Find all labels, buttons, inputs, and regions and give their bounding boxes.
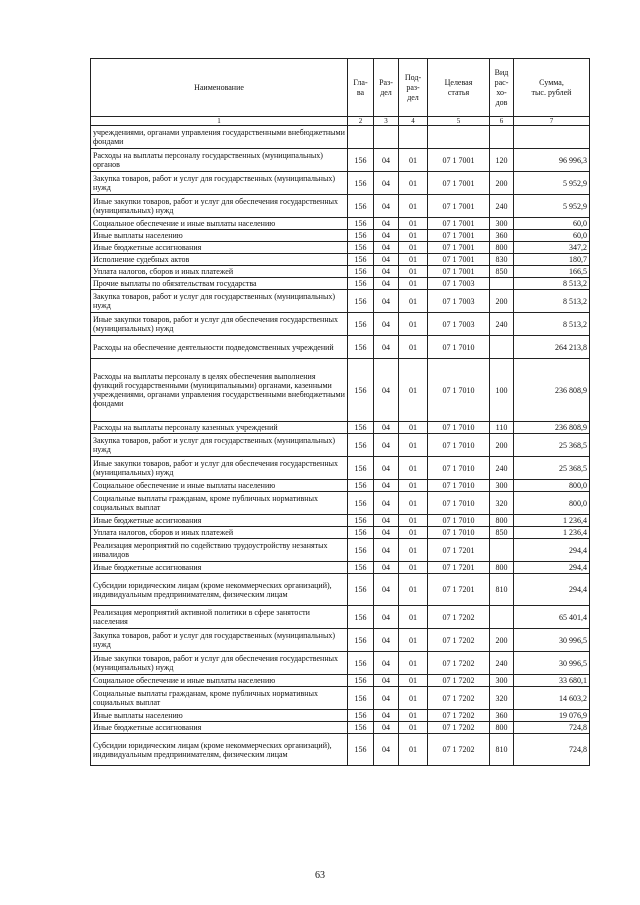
row-name: учреждениями, органами управления государственными внебюджетными фондами [91, 126, 348, 149]
row-name: Субсидии юридическим лицам (кроме некоммерческих организаций), индивидуальным предпринимателям, физическим лицам [91, 574, 348, 606]
table-row [91, 515, 590, 527]
table-row [91, 422, 590, 434]
row-podrazdel: 01 [399, 313, 428, 336]
row-expense-type: 320 [490, 687, 514, 710]
row-glava: 156 [348, 313, 374, 336]
row-sum: 5 952,9 [514, 195, 590, 218]
row-podrazdel: 01 [399, 687, 428, 710]
table-row [91, 629, 590, 652]
row-sum: 96 996,3 [514, 149, 590, 172]
row-sum: 347,2 [514, 242, 590, 254]
row-sum: 236 808,9 [514, 359, 590, 422]
row-expense-type: 200 [490, 290, 514, 313]
row-name: Исполнение судебных актов [91, 254, 348, 266]
row-glava: 156 [348, 652, 374, 675]
row-glava: 156 [348, 457, 374, 480]
row-target-article: 07 1 7001 [428, 230, 490, 242]
budget-table [90, 58, 590, 766]
row-target-article: 07 1 7001 [428, 172, 490, 195]
row-podrazdel: 01 [399, 480, 428, 492]
row-razdel: 04 [374, 434, 399, 457]
row-glava: 156 [348, 515, 374, 527]
row-razdel: 04 [374, 675, 399, 687]
row-sum: 294,4 [514, 574, 590, 606]
row-glava: 156 [348, 480, 374, 492]
row-expense-type: 300 [490, 675, 514, 687]
row-name: Прочие выплаты по обязательствам государства [91, 278, 348, 290]
row-sum: 33 680,1 [514, 675, 590, 687]
header-number: 5 [428, 117, 490, 126]
table-row [91, 734, 590, 766]
row-razdel: 04 [374, 515, 399, 527]
table-row [91, 218, 590, 230]
row-expense-type: 800 [490, 242, 514, 254]
row-sum: 166,5 [514, 266, 590, 278]
row-expense-type: 800 [490, 562, 514, 574]
table-row [91, 172, 590, 195]
table-row [91, 434, 590, 457]
row-razdel: 04 [374, 172, 399, 195]
table-row [91, 457, 590, 480]
table-row [91, 652, 590, 675]
row-target-article: 07 1 7202 [428, 687, 490, 710]
table-row [91, 687, 590, 710]
row-podrazdel: 01 [399, 266, 428, 278]
row-glava: 156 [348, 492, 374, 515]
row-glava: 156 [348, 527, 374, 539]
row-razdel: 04 [374, 652, 399, 675]
row-name: Социальное обеспечение и иные выплаты населению [91, 218, 348, 230]
row-expense-type: 850 [490, 527, 514, 539]
row-target-article: 07 1 7001 [428, 218, 490, 230]
row-podrazdel: 01 [399, 527, 428, 539]
row-glava: 156 [348, 606, 374, 629]
row-sum: 30 996,5 [514, 629, 590, 652]
header-podrazdel: Под- раз- дел [399, 59, 428, 117]
row-podrazdel: 01 [399, 606, 428, 629]
row-name: Реализация мероприятий по содействию трудоустройству незанятых инвалидов [91, 539, 348, 562]
row-target-article: 07 1 7202 [428, 722, 490, 734]
row-expense-type: 100 [490, 359, 514, 422]
row-target-article: 07 1 7001 [428, 149, 490, 172]
row-podrazdel: 01 [399, 278, 428, 290]
table-row [91, 242, 590, 254]
header-sum: Сумма, тыс. рублей [514, 59, 590, 117]
row-expense-type: 120 [490, 149, 514, 172]
row-glava: 156 [348, 710, 374, 722]
row-glava [348, 126, 374, 149]
header-number: 3 [374, 117, 399, 126]
row-target-article: 07 1 7010 [428, 457, 490, 480]
header-razdel: Раз- дел [374, 59, 399, 117]
row-sum: 264 213,8 [514, 336, 590, 359]
row-expense-type [490, 126, 514, 149]
row-sum [514, 126, 590, 149]
table-body [91, 126, 590, 766]
row-target-article: 07 1 7010 [428, 515, 490, 527]
row-target-article: 07 1 7202 [428, 606, 490, 629]
table-row [91, 539, 590, 562]
row-glava: 156 [348, 195, 374, 218]
row-razdel: 04 [374, 149, 399, 172]
row-target-article: 07 1 7010 [428, 434, 490, 457]
row-target-article: 07 1 7202 [428, 734, 490, 766]
row-target-article: 07 1 7001 [428, 266, 490, 278]
row-podrazdel: 01 [399, 515, 428, 527]
row-target-article [428, 126, 490, 149]
table-row [91, 195, 590, 218]
row-podrazdel: 01 [399, 254, 428, 266]
row-razdel: 04 [374, 359, 399, 422]
row-sum: 19 076,9 [514, 710, 590, 722]
row-razdel: 04 [374, 492, 399, 515]
row-sum: 8 513,2 [514, 290, 590, 313]
row-podrazdel: 01 [399, 230, 428, 242]
row-name: Расходы на выплаты персоналу казенных учреждений [91, 422, 348, 434]
row-sum: 60,0 [514, 230, 590, 242]
row-target-article: 07 1 7001 [428, 254, 490, 266]
row-razdel: 04 [374, 606, 399, 629]
table-row [91, 230, 590, 242]
row-name: Социальное обеспечение и иные выплаты населению [91, 675, 348, 687]
row-name: Уплата налогов, сборов и иных платежей [91, 527, 348, 539]
row-podrazdel: 01 [399, 336, 428, 359]
row-name: Иные закупки товаров, работ и услуг для обеспечения государственных (муниципальных) нужд [91, 652, 348, 675]
table-row [91, 606, 590, 629]
row-sum: 724,8 [514, 722, 590, 734]
row-podrazdel: 01 [399, 457, 428, 480]
row-sum: 800,0 [514, 480, 590, 492]
row-name: Расходы на обеспечение деятельности подведомственных учреждений [91, 336, 348, 359]
row-glava: 156 [348, 359, 374, 422]
table-row [91, 359, 590, 422]
row-name: Расходы на выплаты персоналу в целях обеспечения выполнения функций государственными (муниципальными) органами, казенными учреждениями, органами управления государственными внебюджетными фондами [91, 359, 348, 422]
table-row [91, 675, 590, 687]
row-glava: 156 [348, 539, 374, 562]
row-razdel: 04 [374, 290, 399, 313]
table-row [91, 710, 590, 722]
row-podrazdel: 01 [399, 722, 428, 734]
row-sum: 5 952,9 [514, 172, 590, 195]
row-sum: 1 236,4 [514, 515, 590, 527]
row-name: Иные закупки товаров, работ и услуг для обеспечения государственных (муниципальных) нужд [91, 195, 348, 218]
row-target-article: 07 1 7010 [428, 492, 490, 515]
row-razdel: 04 [374, 480, 399, 492]
row-podrazdel: 01 [399, 290, 428, 313]
row-razdel: 04 [374, 195, 399, 218]
row-razdel: 04 [374, 230, 399, 242]
row-name: Закупка товаров, работ и услуг для государственных (муниципальных) нужд [91, 172, 348, 195]
row-podrazdel: 01 [399, 492, 428, 515]
row-podrazdel [399, 126, 428, 149]
row-glava: 156 [348, 230, 374, 242]
header-number: 6 [490, 117, 514, 126]
table-row [91, 480, 590, 492]
row-podrazdel: 01 [399, 195, 428, 218]
row-podrazdel: 01 [399, 149, 428, 172]
table-row [91, 527, 590, 539]
row-razdel: 04 [374, 527, 399, 539]
row-podrazdel: 01 [399, 172, 428, 195]
header-vid: Вид рас- хо- дов [490, 59, 514, 117]
row-sum: 800,0 [514, 492, 590, 515]
row-glava: 156 [348, 722, 374, 734]
row-name: Иные бюджетные ассигнования [91, 242, 348, 254]
row-expense-type: 800 [490, 722, 514, 734]
row-glava: 156 [348, 218, 374, 230]
header-glava: Гла- ва [348, 59, 374, 117]
row-podrazdel: 01 [399, 422, 428, 434]
row-name: Расходы на выплаты персоналу государственных (муниципальных) органов [91, 149, 348, 172]
row-razdel: 04 [374, 218, 399, 230]
row-glava: 156 [348, 172, 374, 195]
row-glava: 156 [348, 254, 374, 266]
row-sum: 724,8 [514, 734, 590, 766]
row-podrazdel: 01 [399, 562, 428, 574]
row-name: Закупка товаров, работ и услуг для государственных (муниципальных) нужд [91, 434, 348, 457]
row-sum: 8 513,2 [514, 278, 590, 290]
row-target-article: 07 1 7001 [428, 242, 490, 254]
row-expense-type: 360 [490, 230, 514, 242]
row-razdel: 04 [374, 629, 399, 652]
row-expense-type: 240 [490, 313, 514, 336]
header-number: 4 [399, 117, 428, 126]
row-razdel: 04 [374, 242, 399, 254]
row-glava: 156 [348, 434, 374, 457]
row-target-article: 07 1 7202 [428, 629, 490, 652]
row-sum: 294,4 [514, 562, 590, 574]
row-glava: 156 [348, 562, 374, 574]
row-target-article: 07 1 7010 [428, 480, 490, 492]
row-target-article: 07 1 7201 [428, 574, 490, 606]
row-razdel: 04 [374, 254, 399, 266]
row-razdel: 04 [374, 266, 399, 278]
row-name: Иные выплаты населению [91, 710, 348, 722]
row-razdel [374, 126, 399, 149]
row-sum: 294,4 [514, 539, 590, 562]
row-razdel: 04 [374, 422, 399, 434]
row-target-article: 07 1 7010 [428, 359, 490, 422]
row-expense-type: 240 [490, 457, 514, 480]
header-number: 1 [91, 117, 348, 126]
row-podrazdel: 01 [399, 359, 428, 422]
row-glava: 156 [348, 242, 374, 254]
row-expense-type: 810 [490, 734, 514, 766]
table-header [91, 59, 590, 126]
row-razdel: 04 [374, 687, 399, 710]
row-sum: 14 603,2 [514, 687, 590, 710]
row-glava: 156 [348, 687, 374, 710]
table-row [91, 149, 590, 172]
row-expense-type [490, 539, 514, 562]
table-row [91, 278, 590, 290]
row-expense-type: 200 [490, 172, 514, 195]
row-name: Иные бюджетные ассигнования [91, 515, 348, 527]
table-row [91, 126, 590, 149]
row-podrazdel: 01 [399, 218, 428, 230]
row-podrazdel: 01 [399, 675, 428, 687]
row-expense-type: 300 [490, 218, 514, 230]
row-expense-type: 850 [490, 266, 514, 278]
row-name: Реализация мероприятий активной политики в сфере занятости населения [91, 606, 348, 629]
header-number: 2 [348, 117, 374, 126]
row-glava: 156 [348, 675, 374, 687]
row-target-article: 07 1 7003 [428, 313, 490, 336]
row-target-article: 07 1 7001 [428, 195, 490, 218]
row-glava: 156 [348, 266, 374, 278]
row-glava: 156 [348, 734, 374, 766]
row-podrazdel: 01 [399, 734, 428, 766]
row-name: Закупка товаров, работ и услуг для государственных (муниципальных) нужд [91, 290, 348, 313]
row-razdel: 04 [374, 539, 399, 562]
table-row [91, 574, 590, 606]
row-expense-type [490, 606, 514, 629]
row-razdel: 04 [374, 336, 399, 359]
table-row [91, 266, 590, 278]
row-target-article: 07 1 7202 [428, 675, 490, 687]
table-row [91, 254, 590, 266]
row-expense-type: 200 [490, 434, 514, 457]
row-expense-type: 240 [490, 195, 514, 218]
page-number: 63 [315, 870, 325, 881]
row-name: Иные бюджетные ассигнования [91, 562, 348, 574]
row-target-article: 07 1 7201 [428, 562, 490, 574]
row-target-article: 07 1 7202 [428, 710, 490, 722]
row-podrazdel: 01 [399, 629, 428, 652]
row-expense-type: 320 [490, 492, 514, 515]
row-name: Иные закупки товаров, работ и услуг для обеспечения государственных (муниципальных) нужд [91, 313, 348, 336]
row-sum: 8 513,2 [514, 313, 590, 336]
row-target-article: 07 1 7010 [428, 527, 490, 539]
header-number: 7 [514, 117, 590, 126]
row-sum: 236 808,9 [514, 422, 590, 434]
row-target-article: 07 1 7003 [428, 290, 490, 313]
row-name: Иные закупки товаров, работ и услуг для обеспечения государственных (муниципальных) нужд [91, 457, 348, 480]
row-podrazdel: 01 [399, 652, 428, 675]
row-expense-type [490, 278, 514, 290]
row-razdel: 04 [374, 722, 399, 734]
row-target-article: 07 1 7010 [428, 336, 490, 359]
row-glava: 156 [348, 422, 374, 434]
row-sum: 25 368,5 [514, 457, 590, 480]
row-name: Иные выплаты населению [91, 230, 348, 242]
row-target-article: 07 1 7201 [428, 539, 490, 562]
row-razdel: 04 [374, 457, 399, 480]
table-row [91, 722, 590, 734]
row-glava: 156 [348, 574, 374, 606]
row-podrazdel: 01 [399, 242, 428, 254]
row-razdel: 04 [374, 313, 399, 336]
row-target-article: 07 1 7010 [428, 422, 490, 434]
table-row [91, 336, 590, 359]
row-podrazdel: 01 [399, 574, 428, 606]
table-row [91, 290, 590, 313]
header-target: Целевая статья [428, 59, 490, 117]
row-razdel: 04 [374, 574, 399, 606]
row-glava: 156 [348, 149, 374, 172]
row-sum: 65 401,4 [514, 606, 590, 629]
row-glava: 156 [348, 278, 374, 290]
table-row [91, 562, 590, 574]
row-expense-type: 300 [490, 480, 514, 492]
row-expense-type: 830 [490, 254, 514, 266]
row-podrazdel: 01 [399, 710, 428, 722]
row-expense-type: 360 [490, 710, 514, 722]
row-name: Закупка товаров, работ и услуг для государственных (муниципальных) нужд [91, 629, 348, 652]
row-razdel: 04 [374, 278, 399, 290]
row-sum: 180,7 [514, 254, 590, 266]
row-sum: 1 236,4 [514, 527, 590, 539]
row-expense-type: 200 [490, 629, 514, 652]
row-name: Социальные выплаты гражданам, кроме публичных нормативных социальных выплат [91, 687, 348, 710]
row-sum: 30 996,5 [514, 652, 590, 675]
row-glava: 156 [348, 290, 374, 313]
row-expense-type: 110 [490, 422, 514, 434]
row-podrazdel: 01 [399, 434, 428, 457]
row-razdel: 04 [374, 710, 399, 722]
row-name: Иные бюджетные ассигнования [91, 722, 348, 734]
row-name: Социальные выплаты гражданам, кроме публичных нормативных социальных выплат [91, 492, 348, 515]
row-glava: 156 [348, 336, 374, 359]
row-target-article: 07 1 7202 [428, 652, 490, 675]
table-row [91, 313, 590, 336]
row-name: Субсидии юридическим лицам (кроме некоммерческих организаций), индивидуальным предпринимателям, физическим лицам [91, 734, 348, 766]
row-sum: 25 368,5 [514, 434, 590, 457]
row-razdel: 04 [374, 734, 399, 766]
row-target-article: 07 1 7003 [428, 278, 490, 290]
row-expense-type: 240 [490, 652, 514, 675]
row-expense-type: 810 [490, 574, 514, 606]
table-row [91, 492, 590, 515]
row-name: Уплата налогов, сборов и иных платежей [91, 266, 348, 278]
header-name: Наименование [91, 59, 348, 117]
row-razdel: 04 [374, 562, 399, 574]
row-sum: 60,0 [514, 218, 590, 230]
row-expense-type [490, 336, 514, 359]
row-glava: 156 [348, 629, 374, 652]
row-name: Социальное обеспечение и иные выплаты населению [91, 480, 348, 492]
row-podrazdel: 01 [399, 539, 428, 562]
row-expense-type: 800 [490, 515, 514, 527]
